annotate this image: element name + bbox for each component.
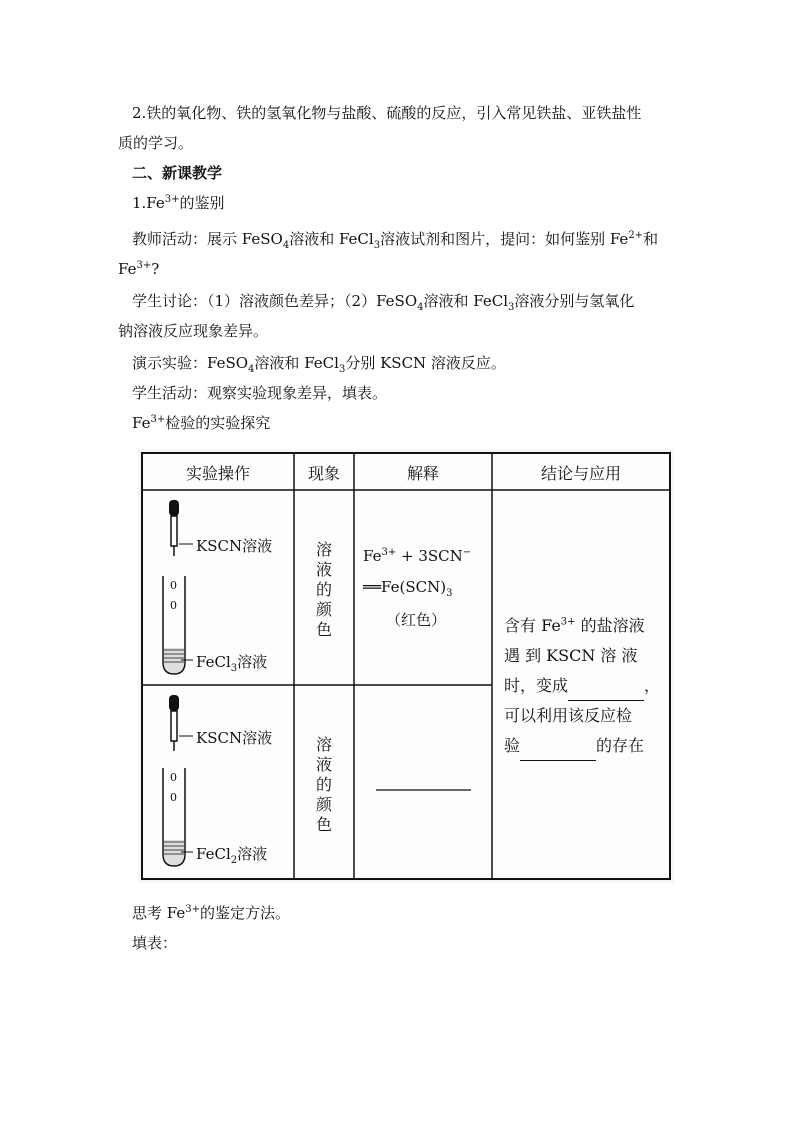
fill-blank[interactable]	[568, 682, 644, 701]
tube-label: FeCl$_2$溶液	[196, 845, 268, 866]
reagent-label: KSCN溶液	[196, 729, 273, 747]
reagent-label: KSCN溶液	[196, 537, 273, 555]
header-operation: 实验操作	[185, 464, 250, 483]
phenomenon-text: 溶液的颜色	[315, 540, 332, 639]
conclusion-line: 可以利用该反应检	[504, 706, 633, 725]
svg-text:0: 0	[170, 599, 177, 612]
sub-title: $1.Fe^{3+}$的鉴别	[132, 194, 225, 212]
conclusion-line: 遇 到 KSCN 溶 液	[504, 646, 638, 665]
equation-color: （红色）	[386, 611, 447, 629]
svg-text:0: 0	[170, 771, 177, 784]
think-line: 思考 $Fe^{3+}$的鉴定方法。	[132, 904, 290, 922]
svg-text:0: 0	[170, 791, 177, 804]
conclusion-text	[504, 611, 666, 761]
demo-experiment: 演示实验：FeSO$_4$溶液和 FeCl$_3$分别 KSCN 溶液反应。	[132, 354, 506, 375]
header-explanation: 解释	[406, 464, 439, 483]
phenomenon-text: 溶液的颜色	[315, 735, 332, 834]
svg-text:0: 0	[170, 579, 177, 592]
experiment-table	[141, 452, 671, 880]
paragraph-line: 质的学习。	[118, 134, 194, 152]
section-title: 二、新课教学	[132, 164, 223, 182]
table-caption: $Fe^{3+}$检验的实验探究	[132, 414, 271, 432]
equation-line: $══Fe(SCN)_3$	[363, 578, 453, 599]
teacher-activity: 教师活动：展示 FeSO$_4$溶液和 FeCl$_3$溶液试剂和图片，提问：如何鉴别 $Fe^{2+}$和	[132, 230, 659, 251]
teacher-activity-cont: $Fe^{3+}$?	[118, 260, 160, 278]
tube-label: FeCl$_3$溶液	[196, 653, 268, 674]
conclusion-line: 含有 $Fe^{3+}$ 的盐溶液	[504, 616, 645, 635]
conclusion-line: 验 的存在	[504, 731, 666, 761]
header-conclusion: 结论与应用	[540, 464, 621, 483]
student-discussion: 学生讨论：（1）溶液颜色差异；（2）FeSO$_4$溶液和 FeCl$_3$溶液分别与氢氧化	[132, 292, 635, 313]
header-phenomenon: 现象	[307, 464, 340, 483]
equation-line: $Fe^{3+} + 3SCN^-$	[363, 547, 472, 565]
student-discussion-cont: 钠溶液反应现象差异。	[118, 322, 269, 340]
student-activity: 学生活动：观察实验现象差异，填表。	[132, 384, 388, 402]
conclusion-line: 时，变成 ，	[504, 671, 666, 701]
paragraph-line: 2.铁的氧化物、铁的氢氧化物与盐酸、硫酸的反应，引入常见铁盐、亚铁盐性	[132, 104, 642, 122]
fill-blank[interactable]	[520, 742, 596, 761]
fill-table-line: 填表：	[132, 934, 178, 952]
